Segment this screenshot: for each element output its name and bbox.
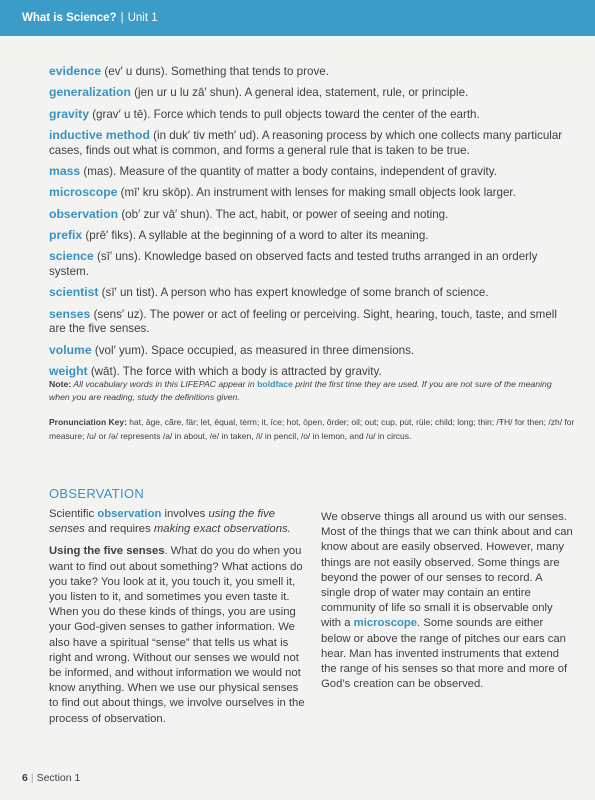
intro-keyword: observation <box>97 508 162 520</box>
header-bar <box>0 0 595 36</box>
vocab-entry-generalization <box>49 85 573 101</box>
page-footer <box>22 772 80 784</box>
intro-paragraph <box>49 507 306 537</box>
note-label: Note: <box>49 379 72 389</box>
vocab-definition: (in duk′ tiv meth′ ud). A reasoning process by which one collects many particular cases, finds out what is common, and forms a general rule that is taken to be true. <box>49 128 563 157</box>
vocab-definition: (grav′ u tē). Force which tends to pull objects toward the center of the earth. <box>88 107 480 121</box>
senses-paragraph <box>49 544 306 726</box>
vocab-term: senses <box>49 306 91 321</box>
intro-text-c: and requires <box>84 523 154 536</box>
note-boldface: boldface <box>257 379 293 389</box>
vocab-term: science <box>49 249 94 264</box>
intro-emphasis-2: making exact observations. <box>153 523 291 536</box>
vocabulary-note <box>49 378 569 404</box>
observe-paragraph <box>321 510 573 692</box>
vocab-term: microscope <box>49 185 118 200</box>
intro-text-b: involves <box>161 508 209 520</box>
vocab-definition: (prē′ fiks). A syllable at the beginning of a word to alter its meaning. <box>82 228 429 242</box>
pronunciation-text: hat, āge, cãre, fär; let, ēqual, tėrm; it, īce; hot, ōpen, ôrder; oil; out; cup, pu̇t, rüle; child; long; thin; /ŦH/ for then; /zh/ for measure; /u/ or /ə/ represents /a/ in about, /e/ in taken, /i/ in pencil, /o/ in lemon, and /u/ in circus. <box>49 417 575 441</box>
vocab-term: generalization <box>49 85 131 100</box>
vocab-term: scientist <box>49 285 99 300</box>
section-title: OBSERVATION <box>49 486 145 501</box>
vocab-entry-observation <box>49 207 573 223</box>
vocab-definition: (sī′ un tist). A person who has expert knowledge of some branch of science. <box>98 286 489 300</box>
vocab-term: observation <box>49 206 119 221</box>
right-column <box>321 510 573 699</box>
vocab-entry-evidence <box>49 64 573 80</box>
footer-section: Section 1 <box>36 772 81 784</box>
page-number: 6 <box>22 772 28 784</box>
pronunciation-key <box>49 416 577 443</box>
vocab-term: weight <box>49 363 88 378</box>
header-text <box>22 12 158 24</box>
vocabulary-list <box>49 64 573 385</box>
vocab-term: prefix <box>49 227 83 242</box>
paragraph-lead: Using the five senses <box>49 545 165 558</box>
note-text-b: print the first time they are used. If you are not sure of the meaning when you are reading, study the definitions given. <box>49 379 552 402</box>
paragraph-text-a: We observe things all around us with our senses. Most of the things that we can think about and can know about are easily observed. However, many things are not easily observed. Some things are beyond the power of our senses to record. A single drop of water may contain an entire community of life so small it is observable only with a <box>321 511 573 630</box>
vocab-term: volume <box>49 342 92 357</box>
vocab-term: inductive method <box>49 127 150 142</box>
vocab-entry-senses <box>49 307 573 338</box>
footer-separator: | <box>30 772 34 784</box>
vocab-definition: (vol′ yum). Space occupied, as measured in three dimensions. <box>91 343 415 357</box>
vocab-definition: (sens′ uz). The power or act of feeling or perceiving. Sight, hearing, touch, taste, and smell are the five senses. <box>49 307 557 336</box>
vocab-definition: (jen ur u lu zā′ shun). A general idea, statement, rule, or principle. <box>130 86 469 100</box>
intro-text-a: Scientific <box>49 508 98 520</box>
vocab-entry-microscope <box>49 185 573 201</box>
vocab-definition: (sī′ uns). Knowledge based on observed facts and tested truths arranged in an orderly system. <box>49 250 538 278</box>
left-column <box>49 507 306 734</box>
vocab-entry-prefix <box>49 228 573 244</box>
vocab-entry-volume <box>49 343 573 359</box>
vocab-term: mass <box>49 163 81 178</box>
paragraph-keyword: microscope <box>353 617 418 630</box>
vocab-term: gravity <box>49 106 89 121</box>
vocab-definition: (ob′ zur vā′ shun). The act, habit, or power of seeing and noting. <box>118 207 449 221</box>
intro-emphasis-1: using the five senses <box>49 508 276 536</box>
vocab-entry-mass <box>49 164 573 180</box>
vocab-definition: (ev′ u duns). Something that tends to prove. <box>101 65 329 78</box>
vocab-entry-science <box>49 249 573 280</box>
pronunciation-label: Pronunciation Key: <box>49 417 127 427</box>
paragraph-text-b: . Some sounds are either below or above the range of pitches our ears can hear. Man has invented instruments that extend the range of his senses so that more and more of God’s creation can be observed. <box>321 617 568 691</box>
note-text-a: All vocabulary words in this LIFEPAC appear in <box>71 379 258 389</box>
vocab-entry-inductive-method <box>49 128 573 159</box>
vocab-definition: (wāt). The force with which a body is attracted by gravity. <box>87 364 382 378</box>
paragraph-text: . What do you do when you want to find out about something? What actions do you take? You look at it, you touch it, you smell it, you listen to it, and sometimes you even taste it. When you do these kinds of things, you are using your God-given senses to gather information. We also have a spiritual “sense” that tells us what is right and wrong. Without our senses we would not be informed, and without information we would not know anything. When we use our physical senses to find out about things, we involve ourselves in the process of observation. <box>49 545 305 725</box>
vocab-term: evidence <box>49 64 102 78</box>
header-title: What is Science? <box>22 12 117 24</box>
header-separator: | <box>120 12 124 24</box>
vocab-definition: (mī′ kru skōp). An instrument with lenses for making small objects look larger. <box>117 186 516 200</box>
header-unit: Unit 1 <box>127 12 158 24</box>
vocab-entry-scientist <box>49 285 573 301</box>
vocab-entry-gravity <box>49 107 573 123</box>
vocab-definition: (mas). Measure of the quantity of matter a body contains, independent of gravity. <box>80 164 497 178</box>
